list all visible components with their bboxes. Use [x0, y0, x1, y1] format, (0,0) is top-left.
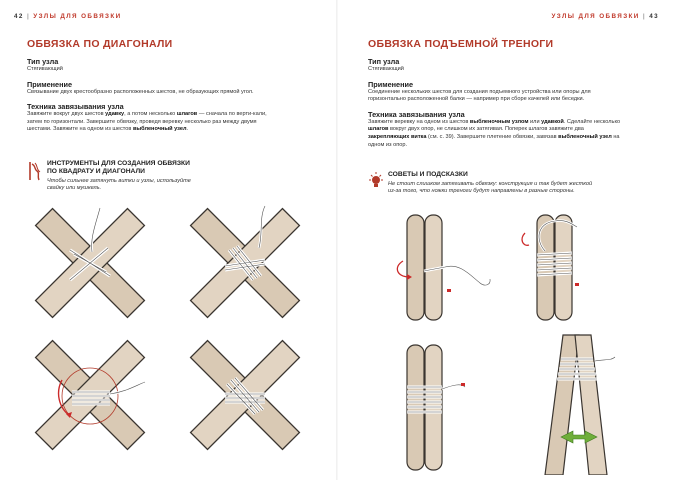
technique-term: выбленочный узел — [132, 126, 187, 133]
tripod-lashing-illustrations — [385, 205, 625, 475]
tips-callout-heading: СОВЕТЫ И ПОДСКАЗКИ — [388, 171, 468, 178]
tips-callout — [368, 171, 638, 196]
knot-type-value: Стягивающий — [27, 66, 63, 72]
technique-term: удавку — [105, 111, 125, 118]
technique-term: удавкой — [541, 118, 564, 125]
usage-label: Применение — [27, 79, 73, 89]
section-diagonal-lashing — [27, 38, 327, 140]
knot-type-label: Тип узла — [27, 57, 59, 66]
technique-run: . — [186, 126, 189, 133]
section-title: ОБВЯЗКА ПО ДИАГОНАЛИ — [27, 38, 173, 50]
technique-run: (см. с. 39). Завершите плетение обвязки, завязав — [426, 133, 559, 140]
tips-callout-text-line2: из-за того, что ножки треноги будут направлены в разные стороны. — [388, 188, 575, 195]
tools-callout-heading-line1: ИНСТРУМЕНТЫ ДЛЯ СОЗДАНИЯ ОБВЯЗКИ — [47, 160, 190, 167]
tools-callout-text-line2: свайку или мушкель. — [47, 185, 102, 192]
technique-term: шлагов — [368, 126, 389, 133]
technique-run: Завяжите вокруг двух шестов — [27, 111, 106, 118]
technique-run: . Сделайте несколько — [563, 118, 621, 125]
page-number-left: 42 — [14, 13, 24, 20]
technique-term: выбленочный узел — [558, 133, 612, 140]
lashing-step-2 — [191, 206, 300, 317]
technique-text — [368, 119, 623, 149]
section-title: ОБВЯЗКА ПОДЪЕМНОЙ ТРЕНОГИ — [368, 38, 554, 50]
lightbulb-icon — [368, 171, 384, 193]
technique-label: Техника завязывания узла — [368, 109, 465, 119]
technique-run: вокруг двух опор, не слишком их затягивая. Поперек шлагов завяжите два — [388, 126, 584, 133]
technique-text — [27, 111, 272, 134]
page-gutter — [336, 0, 338, 480]
diagonal-lashing-illustrations — [20, 200, 320, 470]
running-head-right: УЗЛЫ ДЛЯ ОБВЯЗКИ | 43 — [551, 13, 659, 20]
tripod-step-1 — [397, 215, 490, 320]
technique-run: — сначала по верти-кали, затем по горизонтали. Завершите обвязку, проведя веревку несколько раз между двумя шестами. Завяжите на одном из шестов — [27, 111, 267, 133]
usage-label: Применение — [368, 79, 414, 89]
running-head-text-left: УЗЛЫ ДЛЯ ОБВЯЗКИ — [33, 13, 122, 20]
running-head-text-right: УЗЛЫ ДЛЯ ОБВЯЗКИ — [551, 13, 640, 20]
lashing-step-3 — [36, 341, 145, 450]
page-number-right: 43 — [649, 13, 659, 20]
technique-label: Техника завязывания узла — [27, 102, 124, 112]
tripod-step-2 — [522, 215, 579, 320]
running-head-left: 42 | УЗЛЫ ДЛЯ ОБВЯЗКИ — [14, 13, 122, 20]
lashing-step-1 — [36, 208, 145, 317]
tips-callout-text-line1: Не стоит слишком затягивать обвязку: конструкция и так будет жесткой — [388, 181, 593, 187]
tools-callout-text — [47, 178, 257, 193]
tools-callout — [27, 160, 257, 193]
technique-term: выбленочным узлом — [469, 118, 529, 125]
section-tripod-lashing — [368, 38, 668, 155]
lashing-step-4 — [191, 341, 300, 450]
usage-text: Связывание двух крестообразно расположенных шестов, не образующих прямой угол. — [27, 88, 254, 95]
technique-term: закрепляющих витка — [368, 133, 427, 140]
tools-callout-text-line1: Чтобы сильнее затянуть витки и узлы, используйте — [47, 178, 191, 184]
tools-callout-heading-line2: ПО КВАДРАТУ И ДИАГОНАЛИ — [47, 168, 145, 175]
technique-run: на одном из опор. — [368, 133, 620, 148]
usage-text: Соединение нескольких шестов для создания подъемного устройства или опоры для горизонтально расположенной балки — например при сборе качелей или беседки. — [368, 88, 591, 103]
knot-type-value: Стягивающий — [368, 66, 404, 72]
technique-run: , а потом несколько — [124, 111, 177, 118]
technique-run: или — [528, 118, 542, 125]
tripod-step-3 — [407, 345, 465, 470]
marlinspike-icon — [27, 160, 43, 182]
knot-type-label: Тип узла — [368, 57, 400, 66]
technique-term: шлагов — [176, 111, 198, 118]
tools-callout-heading — [47, 160, 257, 176]
tripod-step-4 — [545, 335, 615, 475]
tips-callout-text — [388, 181, 638, 196]
technique-run: Завяжите веревку на одном из шестов — [368, 118, 470, 125]
